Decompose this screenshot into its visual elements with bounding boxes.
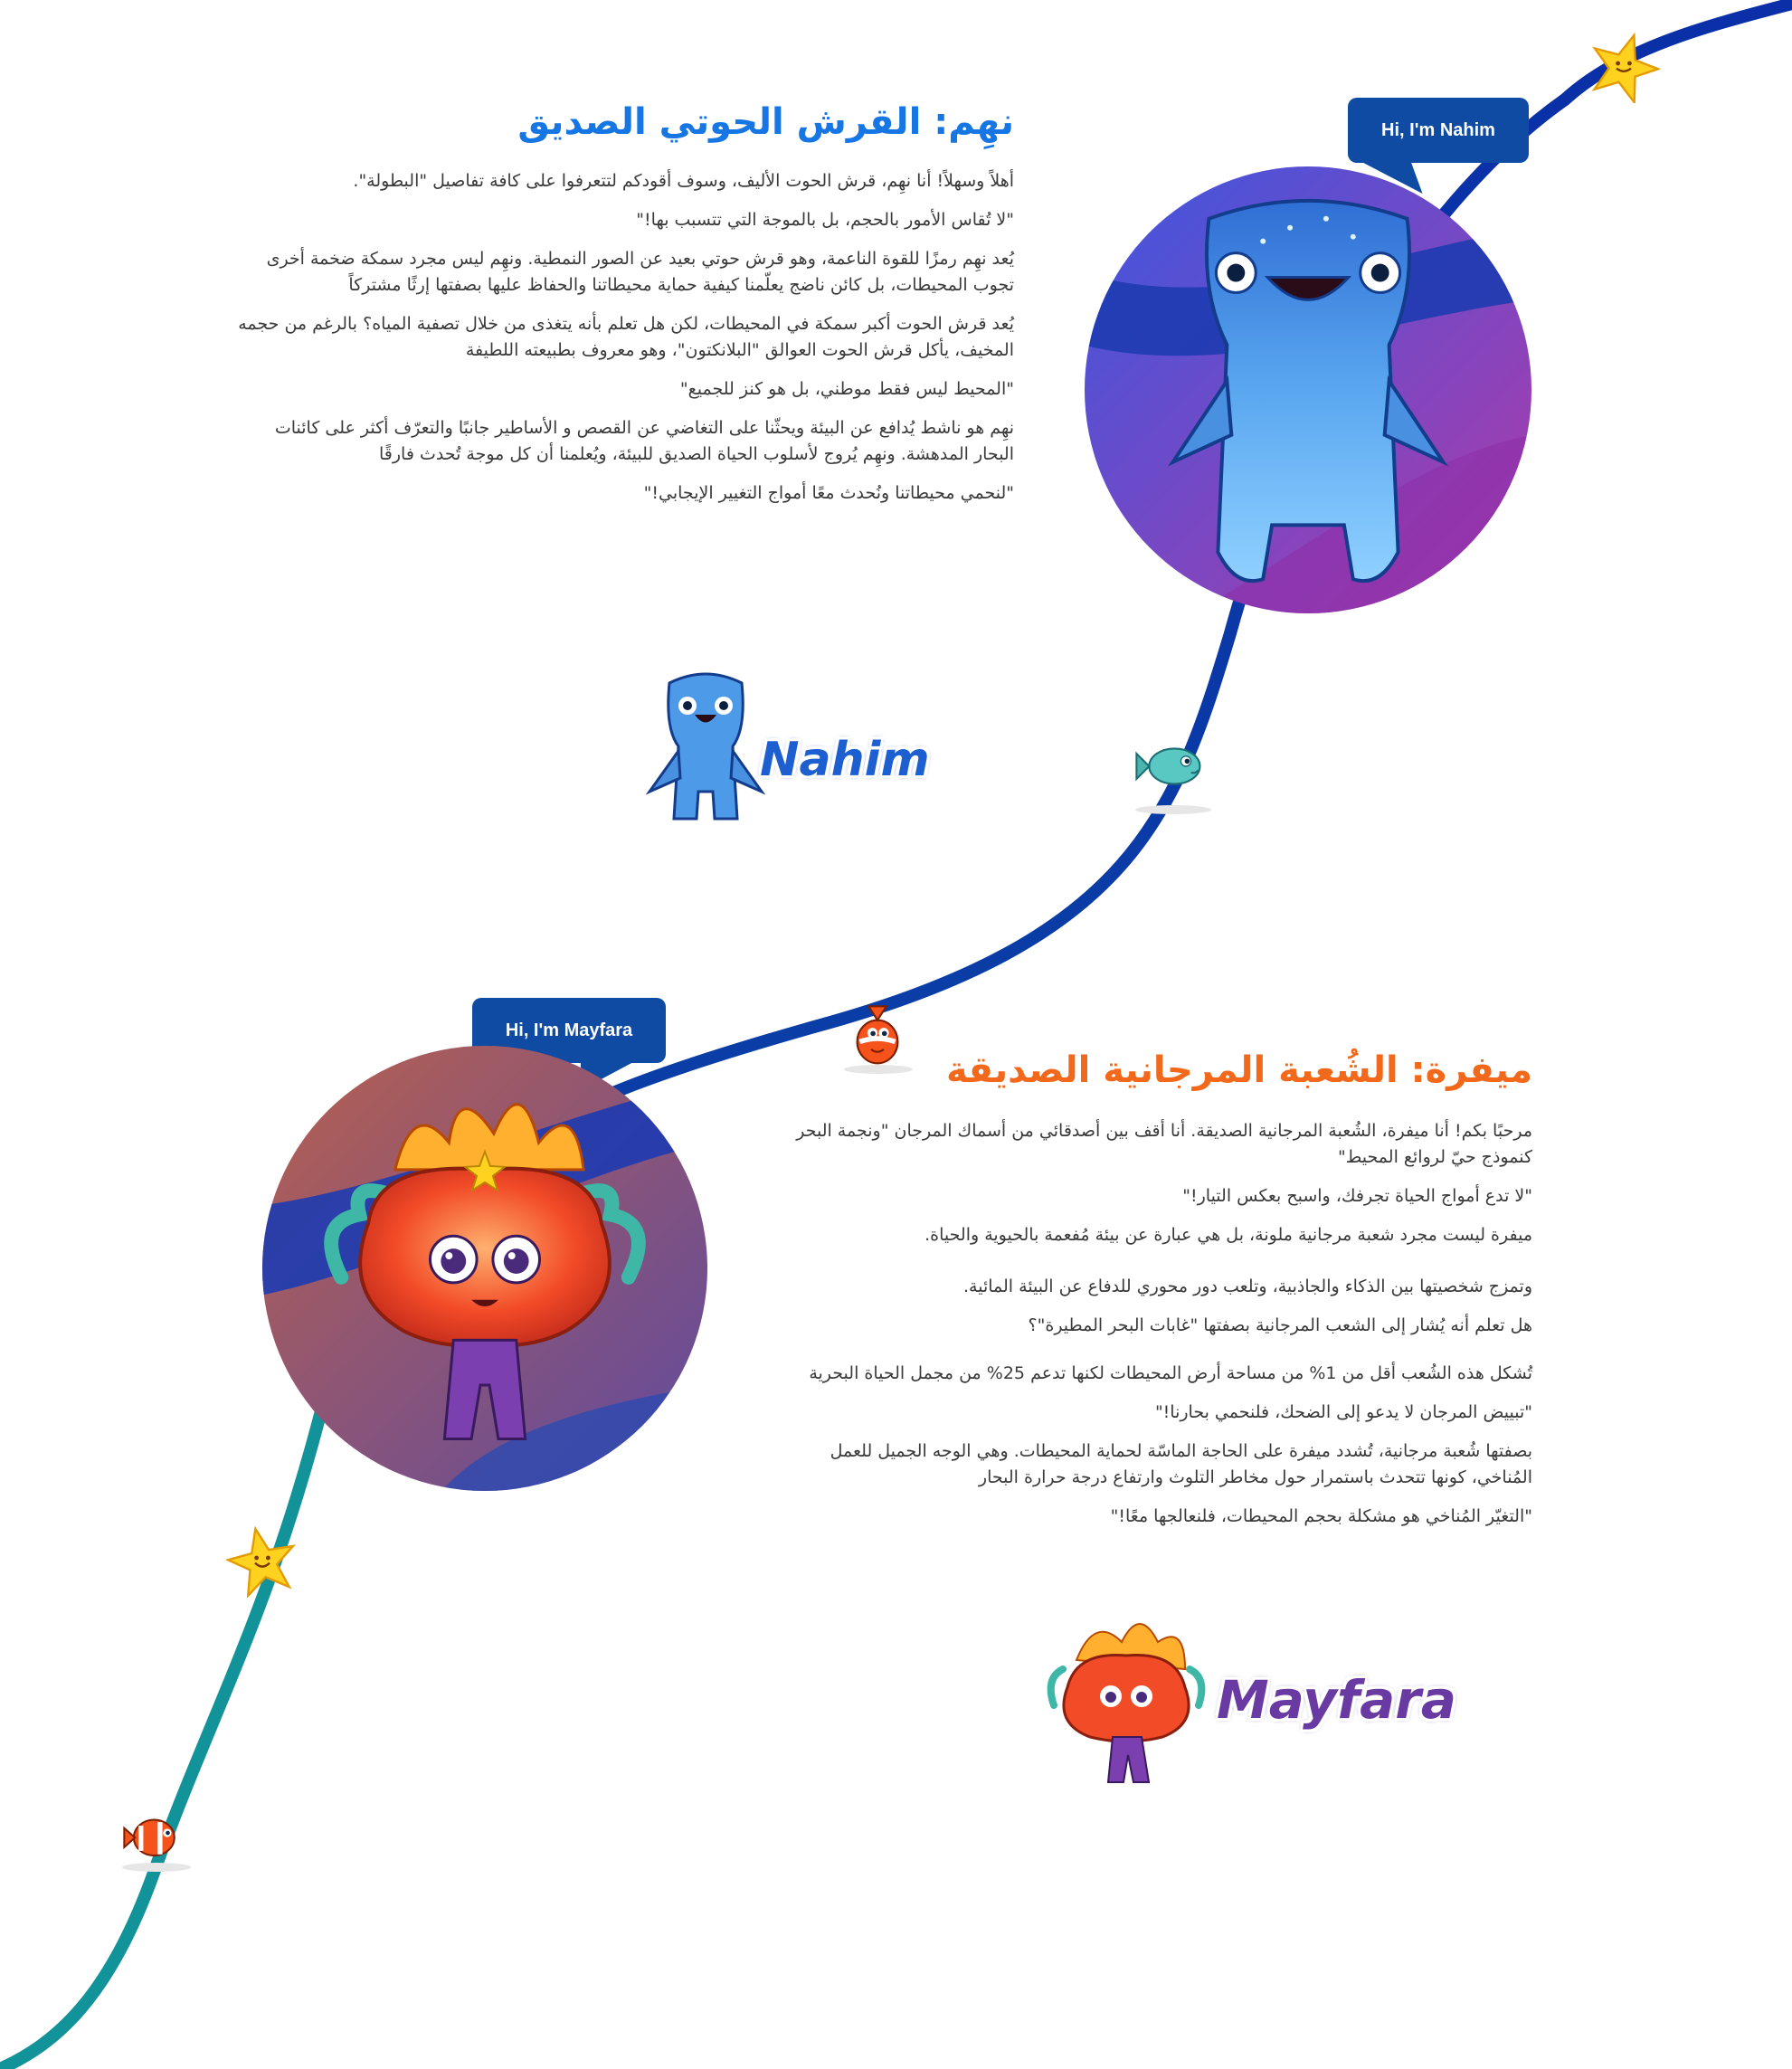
nahim-section-title: نهِم: القرش الحوتي الصديق bbox=[517, 101, 1014, 143]
mayfara-paragraph: ميفرة ليست مجرد شعبة مرجانية ملونة، بل هي عبارة عن بيئة مُفعمة بالحيوية والحياة. bbox=[924, 1225, 1532, 1245]
mayfara-paragraph: وتمزج شخصيتها بين الذكاء والجاذبية، وتلعب دور محوري للدفاع عن البيئة المائية. bbox=[963, 1277, 1532, 1296]
starfish-icon bbox=[1588, 31, 1660, 103]
coral-body bbox=[360, 1169, 610, 1346]
mayfara-greeting-text: Hi, I'm Mayfara bbox=[505, 1020, 633, 1040]
starfish-icon bbox=[226, 1525, 299, 1598]
mayfara-quote: "لا تدع أمواج الحياة تجرفك، واسبح بعكس التيار!" bbox=[1182, 1186, 1532, 1206]
mayfara-portrait bbox=[261, 1044, 709, 1493]
fish-icon bbox=[1135, 735, 1211, 798]
mayfara-quote: "التغيّر المُناخي هو مشكلة بحجم المحيطات، فلنعالجها معًا!" bbox=[1110, 1506, 1532, 1526]
mayfara-logo-mascot bbox=[1040, 1606, 1212, 1787]
nahim-paragraph: أهلاً وسهلاً! أنا نهِم، قرش الحوت الأليف، وسوف أقودكم لتتعرفوا على كافة تفاصيل "البطولة". bbox=[353, 171, 1014, 191]
mayfara-paragraph: تُشكل هذه الشُعب أقل من 1% من مساحة أرض المحيطات لكنها تدعم 25% من مجمل الحياة البحرية bbox=[809, 1363, 1532, 1383]
clownfish-icon bbox=[123, 1800, 183, 1869]
nahim-quote: "المحيط ليس فقط موطني، بل هو كنز للجميع" bbox=[679, 379, 1014, 399]
nahim-logo bbox=[642, 665, 1022, 828]
mayfara-paragraph: مرحبًا بكم! أنا ميفرة، الشُعبة المرجانية الصديقة. أنا أقف بين أصدقائي من أسماك المرجان "ونجمة البحر كنموذج حيّ لروائع المحيط" bbox=[796, 1121, 1532, 1167]
mayfara-paragraph: هل تعلم أنه يُشار إلى الشعب المرجانية بصفتها "غابات البحر المطيرة"؟ bbox=[1028, 1315, 1532, 1335]
nahim-paragraph: نهِم هو ناشط يُدافع عن البيئة ويحثّنا على التغاضي عن القصص و الأساطير جانبًا والتعرّف أكثر على كائنات البحار المدهشة. ونهِم يُروج لأسلوب الحياة الصديق للبيئة، ويُعلمنا أن كل موجة تُحدث فارقًا bbox=[274, 418, 1014, 464]
nahim-greeting-bubble bbox=[1348, 98, 1529, 163]
nahim-quote: "لا تُقاس الأمور بالحجم، بل بالموجة التي تتسبب بها!" bbox=[636, 210, 1014, 230]
nahim-logo-mascot bbox=[642, 665, 769, 828]
nahim-quote: "لنحمي محيطاتنا ونُحدث معًا أمواج التغيير الإيجابي!" bbox=[643, 483, 1014, 503]
nahim-greeting-text: Hi, I'm Nahim bbox=[1381, 119, 1495, 140]
mayfara-paragraph: بصفتها شُعبة مرجانية، تُشدد ميفرة على الحاجة الماسّة لحماية المحيطات. وهي الوجه الجميل للعمل المُناخي، كونها تتحدث باستمرار حول مخاطر التلوث وارتفاع درجة حرارة البحار bbox=[830, 1441, 1532, 1487]
nahim-description bbox=[236, 168, 1014, 507]
mayfara-logo bbox=[1040, 1606, 1538, 1787]
mayfara-section-title: ميفرة: الشُعبة المرجانية الصديقة bbox=[946, 1049, 1532, 1091]
mayfara-logo-text: Mayfara bbox=[1217, 1669, 1456, 1731]
nahim-logo-text: Nahim bbox=[760, 733, 930, 787]
mayfara-description bbox=[791, 1118, 1532, 1530]
nahim-portrait bbox=[1083, 165, 1533, 615]
mayfara-quote: "تبييض المرجان لا يدعو إلى الضحك، فلنحمي بحارنا!" bbox=[1154, 1402, 1532, 1422]
nahim-paragraph: يُعد نهِم رمزًا للقوة الناعمة، وهو قرش حوتي بعيد عن الصور النمطية. ونهِم ليس مجرد سمكة ضخمة أخرى تجوب المحيطات، بل كائن ناضج يعلّمنا كيفية حماية محيطاتنا والحفاظ عليها بصفتها إرثًا مشتركاً bbox=[266, 249, 1014, 295]
nahim-paragraph: يُعد قرش الحوت أكبر سمكة في المحيطات، لكن هل تعلم بأنه يتغذى من خلال تصفية المياه؟ بالرغم من حجمه المخيف، يأكل قرش الحوت العوالق "البلانكتون"، وهو معروف بطبيعته اللطيفة bbox=[238, 314, 1014, 360]
